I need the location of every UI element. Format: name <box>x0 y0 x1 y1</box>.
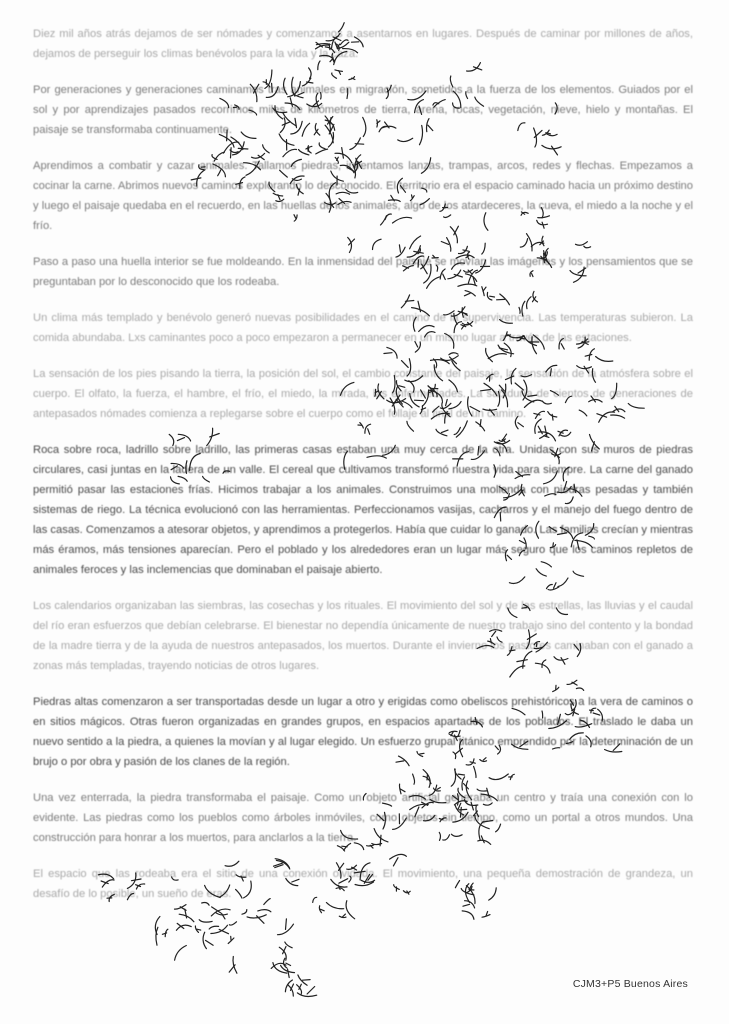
branch-stroke <box>211 925 228 933</box>
branch-stroke <box>233 957 237 974</box>
paragraph: Un clima más templado y benévolo generó nuevas posibilidades en el camino de la supervivencia. Las temperaturas subieron. La comida abundaba. Lxs caminantes poco a poco empezaron a permanecer en un mismo lugar a través de las estaciones. <box>33 312 693 344</box>
branch-stroke <box>229 922 236 925</box>
branch-stroke <box>278 924 294 935</box>
paragraph: El espacio que las rodeaba era el sitio de una conexión olvidada. El movimiento, una pequeña demostración de grandeza, un desafío de lo posible, un sueño de eras. <box>33 868 693 900</box>
branch-twig <box>299 984 301 989</box>
paragraph: Diez mil años atrás dejamos de ser nómades y comenzamos a asentarnos en lugares. Después de caminar por millones de años, dejamos de perseguir los climas benévolos para la vida y la caza. <box>33 28 693 60</box>
branch-twig <box>206 940 214 945</box>
paragraph: Los calendarios organizaban las siembras, las cosechas y los rituales. El movimiento del sol y de las estrellas, las lluvias y el caudal del río eran esfuerzos que debían celebrarse. El bienestar no dependía únicamente de nuestro trabajo sino del contento y la bondad de la madre tierra y de la ayuda de nuestros antepasados, los muertos. Durante el invierno los pastores caminaban con el ganado a zonas más templadas, trayendo noticias de otros lugares. <box>33 600 693 672</box>
branch-twig <box>303 980 311 981</box>
branch-stroke <box>288 985 294 997</box>
branch-stroke <box>285 942 292 948</box>
branch-twig <box>162 933 166 934</box>
branch-stroke <box>175 946 187 961</box>
paragraph: Roca sobre roca, ladrillo sobre ladrillo, las primeras casas estaban una muy cerca de la otra. Unidas con sus muros de piedras circulares, casi juntas en la ladera de un valle. El cereal que cultivamos transformó nuestra vida para siempre. La carne del ganado permitió pasar las estaciones frías. Hicimos trabajar a los animales. Construimos una molienda con piedras pesadas y también sistemas de riego. La técnica evolucionó con las herramientas. Perfeccionamos vasijas, cacharros y el manejo del fuego dentro de las casas. Comenzamos a atesorar objetos, y aprendimos a protegerlos. Había que cuidar lo ganado. Las familias crecían y mientras más éramos, más tensiones aparecían. Pero el poblado y los alrededores eran un lugar más seguro que los caminos repletos de animales feroces y las inclemencias que dominaban el paisaje abierto. <box>33 444 693 576</box>
branch-twig <box>307 987 315 995</box>
branch-twig <box>288 969 290 978</box>
branch-twig <box>229 965 235 972</box>
branch-stroke <box>298 975 307 985</box>
paragraph: Paso a paso una huella interior se fue moldeando. En la inmensidad del paisaje se movían las imágenes y los pensamientos que se preguntaban por lo desconocido que los rodeaba. <box>33 256 693 288</box>
branch-stroke <box>156 927 158 945</box>
branch-stroke <box>195 926 198 932</box>
branch-twig <box>197 929 201 930</box>
paragraph: Aprendimos a combatir y cazar animales. Tallamos piedras, inventamos lanzas, trampas, arcos, redes y flechas. Empezamos a cocinar la carne. Abrimos nuevos caminos explorando lo desconocido. El territorio era el espacio caminado hacia un próximo destino y luego el paisaje quedaba en el recuerdo, en las huellas de los animales, algo de los atardeceres, la cueva, el miedo a la noche y el frío. <box>33 160 693 232</box>
body-text <box>33 24 693 920</box>
branch-stroke <box>176 925 191 930</box>
branch-stroke <box>297 985 302 994</box>
paragraph: Por generaciones y generaciones caminamos tras animales en migración, sometidos a la fuerza de los elementos. Guiados por el sol y por aprendizajes pasados recorrimos miles de kilómetros de tierra, arena, rocas, vegetación, nieve, hielo y montañas. El paisaje se transformaba continuamente. <box>33 84 693 136</box>
branch-stroke <box>285 980 292 992</box>
branch-stroke <box>297 993 316 997</box>
branch-twig <box>283 947 286 954</box>
location-caption: CJM3+P5 Buenos Aires <box>572 978 688 990</box>
branch-stroke <box>279 947 286 960</box>
branch-stroke <box>209 926 218 929</box>
branch-stroke <box>273 963 287 974</box>
branch-stroke <box>271 963 286 968</box>
branch-twig <box>291 984 294 990</box>
branch-stroke <box>165 929 168 937</box>
branch-stroke <box>281 965 295 972</box>
paragraph: Una vez enterrada, la piedra transformaba el paisaje. Como un objeto artificial generaba un centro y traía una conexión con lo evidente. Las piedras como los pueblos como árboles inmóviles, como objetos sin tiempo, como un portal a otros mundos. Una construcción para honrar a los muertos, para anclarlos a la tierra. <box>33 792 693 844</box>
branch-twig <box>219 929 228 933</box>
branch-stroke <box>199 920 212 922</box>
paragraph: La sensación de los pies pisando la tierra, la posición del sol, el cambio constante del paisaje, la sensación de la atmósfera sobre el cuerpo. El olfato, la fuerza, el hambre, el frío, el miedo, la mirada, las enfermedades. La sabiduría de cientos de generaciones de antepasados nómades comienza a replegarse sobre el cuerpo como el follaje al final de un camino. <box>33 368 693 420</box>
paragraph: Piedras altas comenzaron a ser transportadas desde un lugar a otro y erigidas como obeliscos prehistóricos a la vera de caminos o en sitios mágicos. Otras fueron organizadas en grandes grupos, en espacios apartados de los poblados. El traslado le daba un nuevo sentido a la piedra, a quienes la movían y al lugar elegido. Un esfuerzo grupal titánico emprendido por la determinación de un brujo o por obra y pasión de los clanes de la región. <box>33 696 693 768</box>
branch-stroke <box>284 958 287 968</box>
branch-stroke <box>203 932 206 948</box>
branch-twig <box>286 963 291 965</box>
branch-twig <box>286 919 287 930</box>
branch-stroke <box>228 938 234 944</box>
branch-twig <box>177 923 184 928</box>
